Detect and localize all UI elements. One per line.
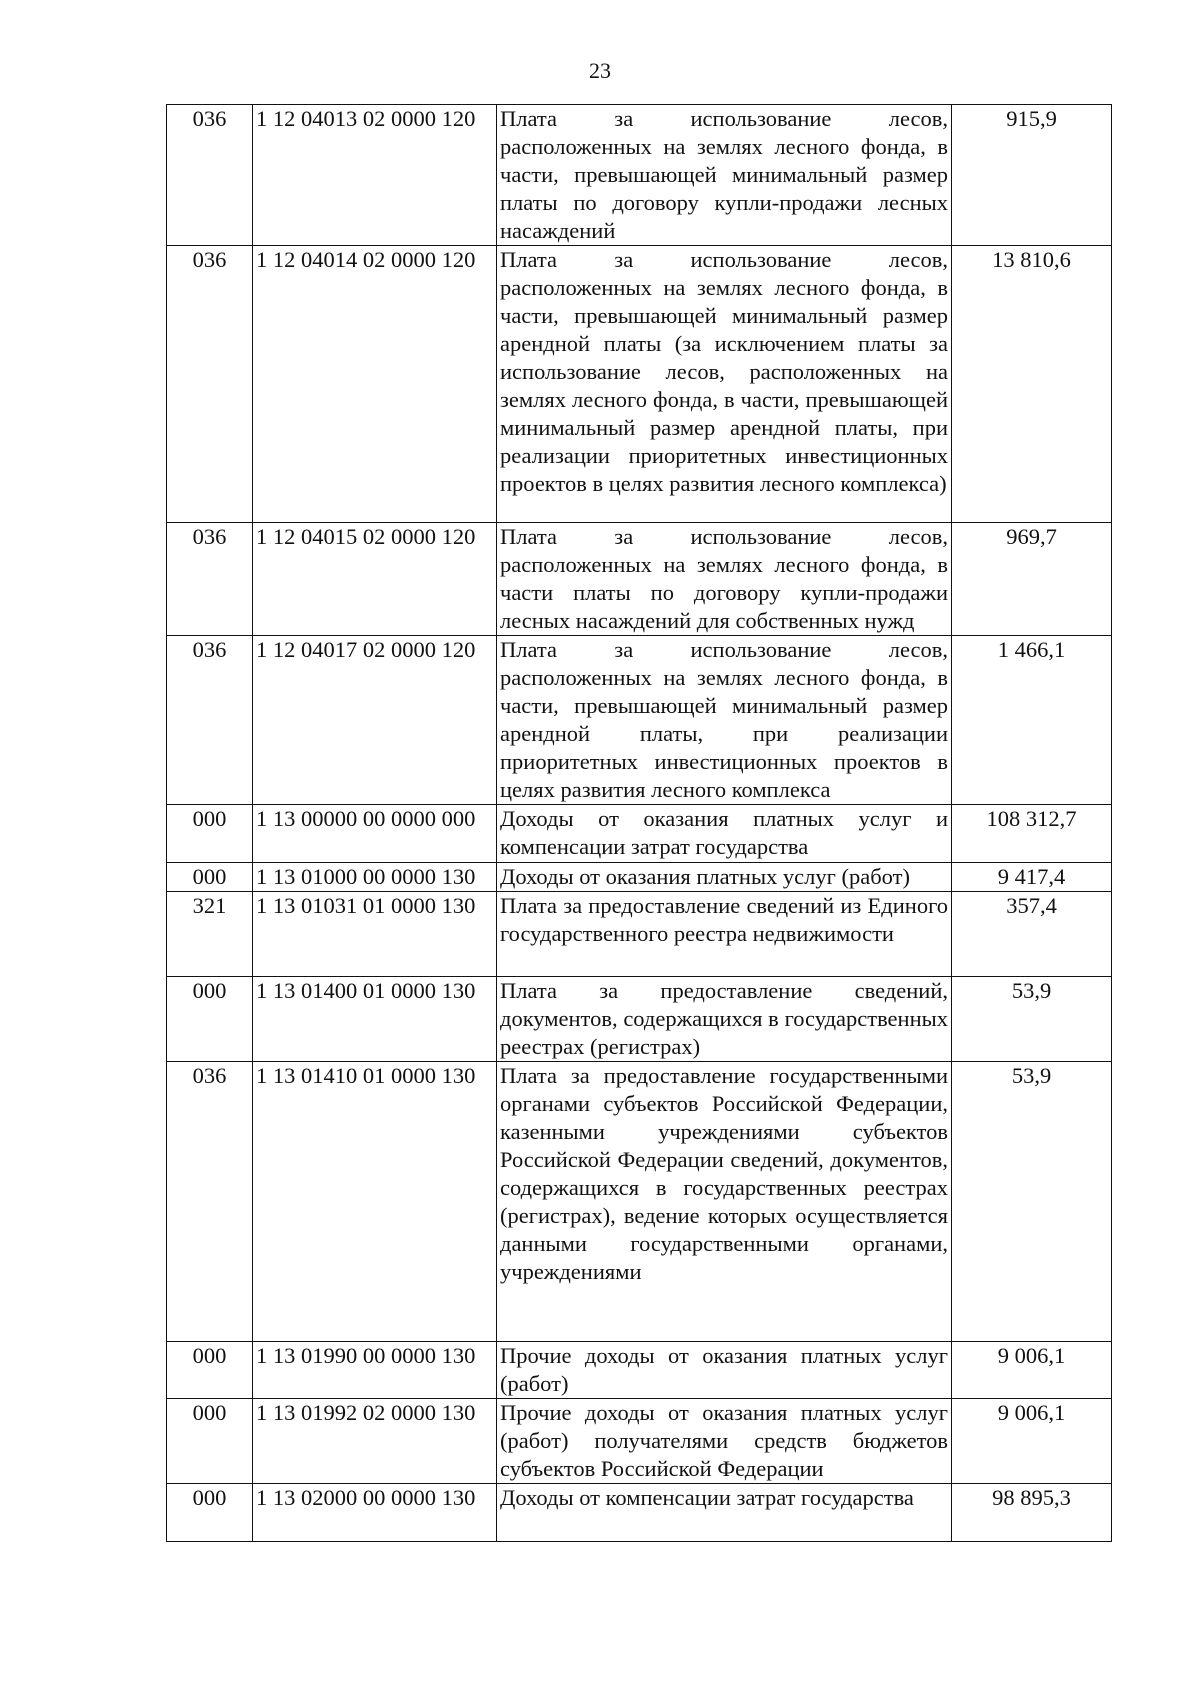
amount-cell: 108 312,7 bbox=[952, 805, 1112, 863]
revenue-name-cell: Доходы от оказания платных услуг (работ) bbox=[497, 863, 952, 892]
revenue-name-cell: Прочие доходы от оказания платных услуг (работ) bbox=[497, 1342, 952, 1399]
revenue-name-cell: Плата за предоставление государственными органами субъектов Российской Федерации, казенными учреждениями субъектов Российской Федерации сведений, документов, содержащихся в государственных реестрах (регистрах), ведение которых осуществляется данными государственными органами, учреждениями bbox=[497, 1062, 952, 1342]
revenue-table-body bbox=[167, 105, 1112, 1542]
revenue-name-cell: Плата за использование лесов, расположенных на землях лесного фонда, в части платы по договору купли-продажи лесных насаждений для собственных нужд bbox=[497, 523, 952, 636]
amount-cell: 13 810,6 bbox=[952, 246, 1112, 523]
revenue-code-cell: 1 12 04015 02 0000 120 bbox=[253, 523, 497, 636]
revenue-name-cell: Плата за использование лесов, расположенных на землях лесного фонда, в части, превышающей минимальный размер арендной платы, при реализации приоритетных инвестиционных проектов в целях развития лесного комплекса bbox=[497, 636, 952, 805]
table-row bbox=[167, 1484, 1112, 1542]
admin-code-cell: 036 bbox=[167, 246, 253, 523]
table-row bbox=[167, 636, 1112, 805]
amount-cell: 969,7 bbox=[952, 523, 1112, 636]
revenue-table bbox=[166, 104, 1112, 1542]
revenue-name-cell: Плата за использование лесов, расположенных на землях лесного фонда, в части, превышающей минимальный размер платы по договору купли-продажи лесных насаждений bbox=[497, 105, 952, 246]
admin-code-cell: 321 bbox=[167, 892, 253, 977]
revenue-code-cell: 1 13 00000 00 0000 000 bbox=[253, 805, 497, 863]
amount-cell: 1 466,1 bbox=[952, 636, 1112, 805]
admin-code-cell: 036 bbox=[167, 523, 253, 636]
revenue-name-cell: Доходы от оказания платных услуг и компенсации затрат государства bbox=[497, 805, 952, 863]
table-row bbox=[167, 892, 1112, 977]
admin-code-cell: 000 bbox=[167, 1484, 253, 1542]
revenue-code-cell: 1 12 04017 02 0000 120 bbox=[253, 636, 497, 805]
revenue-code-cell: 1 12 04013 02 0000 120 bbox=[253, 105, 497, 246]
amount-cell: 9 006,1 bbox=[952, 1399, 1112, 1484]
admin-code-cell: 000 bbox=[167, 863, 253, 892]
amount-cell: 53,9 bbox=[952, 977, 1112, 1062]
revenue-code-cell: 1 13 02000 00 0000 130 bbox=[253, 1484, 497, 1542]
revenue-name-cell: Доходы от компенсации затрат государства bbox=[497, 1484, 952, 1542]
page-number: 23 bbox=[589, 58, 611, 83]
table-row bbox=[167, 1342, 1112, 1399]
admin-code-cell: 036 bbox=[167, 636, 253, 805]
admin-code-cell: 000 bbox=[167, 1342, 253, 1399]
revenue-code-cell: 1 13 01000 00 0000 130 bbox=[253, 863, 497, 892]
revenue-name-cell: Плата за использование лесов, расположенных на землях лесного фонда, в части, превышающей минимальный размер арендной платы (за исключением платы за использование лесов, расположенных на землях лесного фонда, в части, превышающей минимальный размер арендной платы, при реализации приоритетных инвестиционных проектов в целях развития лесного комплекса) bbox=[497, 246, 952, 523]
revenue-name-cell: Плата за предоставление сведений, документов, содержащихся в государственных реестрах (регистрах) bbox=[497, 977, 952, 1062]
table-row bbox=[167, 805, 1112, 863]
table-row bbox=[167, 246, 1112, 523]
admin-code-cell: 036 bbox=[167, 1062, 253, 1342]
revenue-code-cell: 1 13 01031 01 0000 130 bbox=[253, 892, 497, 977]
amount-cell: 98 895,3 bbox=[952, 1484, 1112, 1542]
revenue-name-cell: Прочие доходы от оказания платных услуг (работ) получателями средств бюджетов субъектов Российской Федерации bbox=[497, 1399, 952, 1484]
admin-code-cell: 000 bbox=[167, 977, 253, 1062]
table-row bbox=[167, 977, 1112, 1062]
revenue-code-cell: 1 13 01400 01 0000 130 bbox=[253, 977, 497, 1062]
table-row bbox=[167, 523, 1112, 636]
amount-cell: 53,9 bbox=[952, 1062, 1112, 1342]
revenue-name-cell: Плата за предоставление сведений из Единого государственного реестра недвижимости bbox=[497, 892, 952, 977]
revenue-code-cell: 1 13 01410 01 0000 130 bbox=[253, 1062, 497, 1342]
amount-cell: 357,4 bbox=[952, 892, 1112, 977]
revenue-code-cell: 1 12 04014 02 0000 120 bbox=[253, 246, 497, 523]
amount-cell: 9 417,4 bbox=[952, 863, 1112, 892]
amount-cell: 915,9 bbox=[952, 105, 1112, 246]
amount-cell: 9 006,1 bbox=[952, 1342, 1112, 1399]
table-row bbox=[167, 1399, 1112, 1484]
admin-code-cell: 000 bbox=[167, 805, 253, 863]
table-row bbox=[167, 863, 1112, 892]
table-row bbox=[167, 1062, 1112, 1342]
admin-code-cell: 000 bbox=[167, 1399, 253, 1484]
admin-code-cell: 036 bbox=[167, 105, 253, 246]
revenue-code-cell: 1 13 01990 00 0000 130 bbox=[253, 1342, 497, 1399]
revenue-code-cell: 1 13 01992 02 0000 130 bbox=[253, 1399, 497, 1484]
table-row bbox=[167, 105, 1112, 246]
